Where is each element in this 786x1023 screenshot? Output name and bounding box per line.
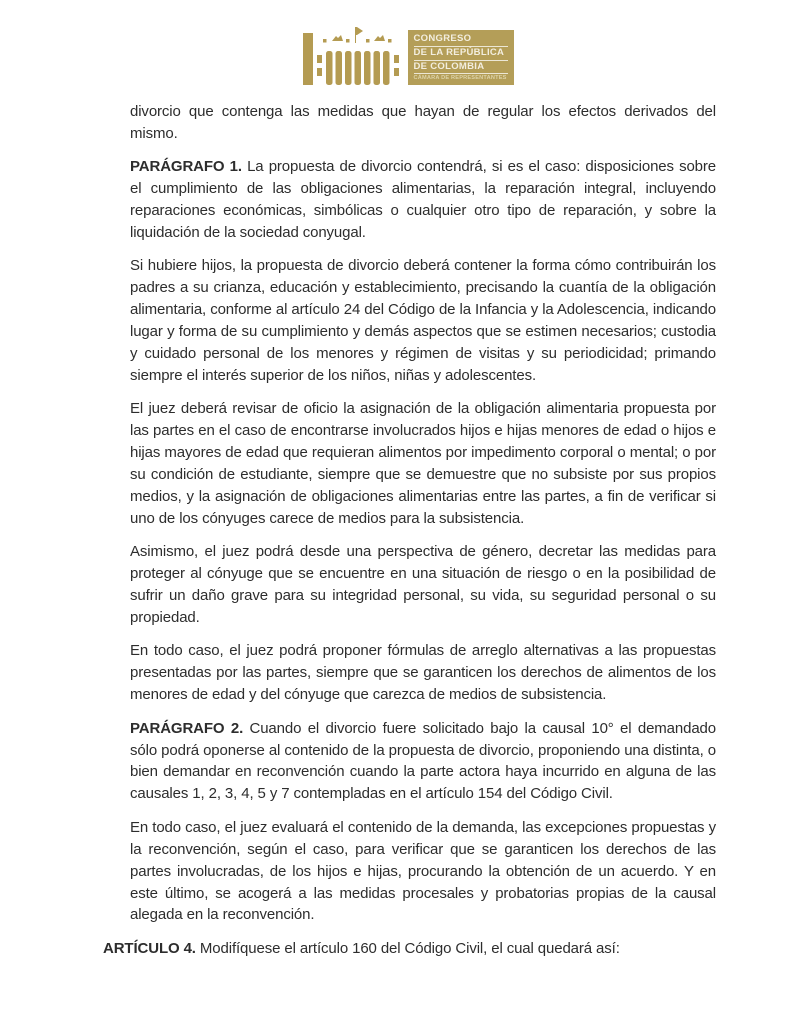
paragrafo-2-label: PARÁGRAFO 2. — [130, 719, 244, 737]
paragraph-text: Si hubiere hijos, la propuesta de divorcio deberá contener la forma cómo contribuirán los padres a su crianza, educación y establecimiento, precisando la cuantía de la obligación alimentaria, conforme al artículo 24 del Código de la Infancia y la Adolescencia, indicando lugar y forma de su cumplimiento y demás aspectos que se estimen necesarios; custodia y cuidado personal de los menores y régimen de visitas y su periodicidad; primando siempre el interés superior de los niños, niñas y adolescentes. — [130, 257, 716, 384]
paragraph-text: divorcio que contenga las medidas que hayan de regular los efectos derivados del mismo. — [130, 103, 716, 142]
paragraph-text: Modifíquese el artículo 160 del Código Civil, el cual quedará así: — [195, 939, 620, 957]
logo-line-colombia: DE COLOMBIA — [414, 62, 508, 75]
paragraph-text: El juez deberá revisar de oficio la asignación de la obligación alimentaria propuesta por las partes en el caso de encontrarse involucrados hijos e hijas menores de edad o hijos e hijas mayores de edad que requieran alimentos por impedimento corporal o mental; o por su condición de estudiante, siempre que se demuestre que no subsiste por sus propios medios, y la asignación de obligaciones alimentarias entre las partes, a fin de verificar si uno de los cónyuges carece de medios para la subsistencia. — [130, 400, 716, 527]
congress-logo — [30, 0, 786, 85]
paragraph-paragrafo-1 — [130, 156, 716, 244]
document-body — [0, 101, 786, 960]
logo-text-box — [408, 30, 514, 85]
paragraph-en-todo-caso-formulas — [130, 640, 716, 706]
paragraph-continuation — [130, 101, 716, 145]
capitol-emblem-icon — [303, 25, 405, 85]
logo-line-republica: DE LA REPÚBLICA — [414, 48, 508, 61]
paragrafo-1-label: PARÁGRAFO 1. — [130, 158, 242, 176]
paragraph-paragrafo-2 — [130, 718, 716, 806]
articulo-4-label: ARTÍCULO 4. — [103, 939, 196, 957]
paragraph-el-juez-debera — [130, 398, 716, 529]
paragraph-text: En todo caso, el juez evaluará el contenido de la demanda, las excepciones propuestas y la reconvención, según el caso, para verificar que se garanticen los derechos de las partes involucradas, de los hijos e hijas, procurando la obtención de un acuerdo. Y en este último, se acogerá a las medidas procesales y probatorias propias de la causal alegada en la reconvención. — [130, 818, 716, 924]
paragraph-asimismo — [130, 541, 716, 629]
paragraph-articulo-4 — [103, 938, 716, 960]
paragraph-text: Cuando el divorcio fuere solicitado bajo la causal 10° el demandado sólo podrá oponerse al contenido de la propuesta de divorcio, proponiendo una distinta, o bien demandar en reconvención cuando la parte actora haya incurrido en alguna de las causales 1, 2, 3, 4, 5 y 7 contempladas en el artículo 154 del Código Civil. — [130, 719, 717, 803]
paragraph-en-todo-caso-evaluara — [130, 817, 716, 927]
logo-line-congreso: CONGRESO — [414, 34, 508, 47]
paragraph-text: En todo caso, el juez podrá proponer fórmulas de arreglo alternativas a las propuestas presentadas por las partes, siempre que se garanticen los derechos de alimentos de los menores de edad y del cónyuge que carezca de medios de subsistencia. — [130, 642, 716, 704]
paragraph-text: La propuesta de divorcio contendrá, si es el caso: disposiciones sobre el cumplimiento de las obligaciones alimentarias, la reparación integral, incluyendo reparaciones económicas, simbólicas o cualquier otro tipo de reparación, y sobre la liquidación de la sociedad conyugal. — [130, 158, 716, 242]
logo-subtitle: CÁMARA DE REPRESENTANTES — [413, 75, 507, 82]
paragraph-text: Asimismo, el juez podrá desde una perspectiva de género, decretar las medidas para proteger al cónyuge que se encuentre en una situación de riesgo o en la posibilidad de sufrir un daño grave para su integridad personal, su vida, su seguridad personal o su propiedad. — [130, 543, 716, 627]
paragraph-si-hubiere-hijos — [130, 255, 716, 386]
